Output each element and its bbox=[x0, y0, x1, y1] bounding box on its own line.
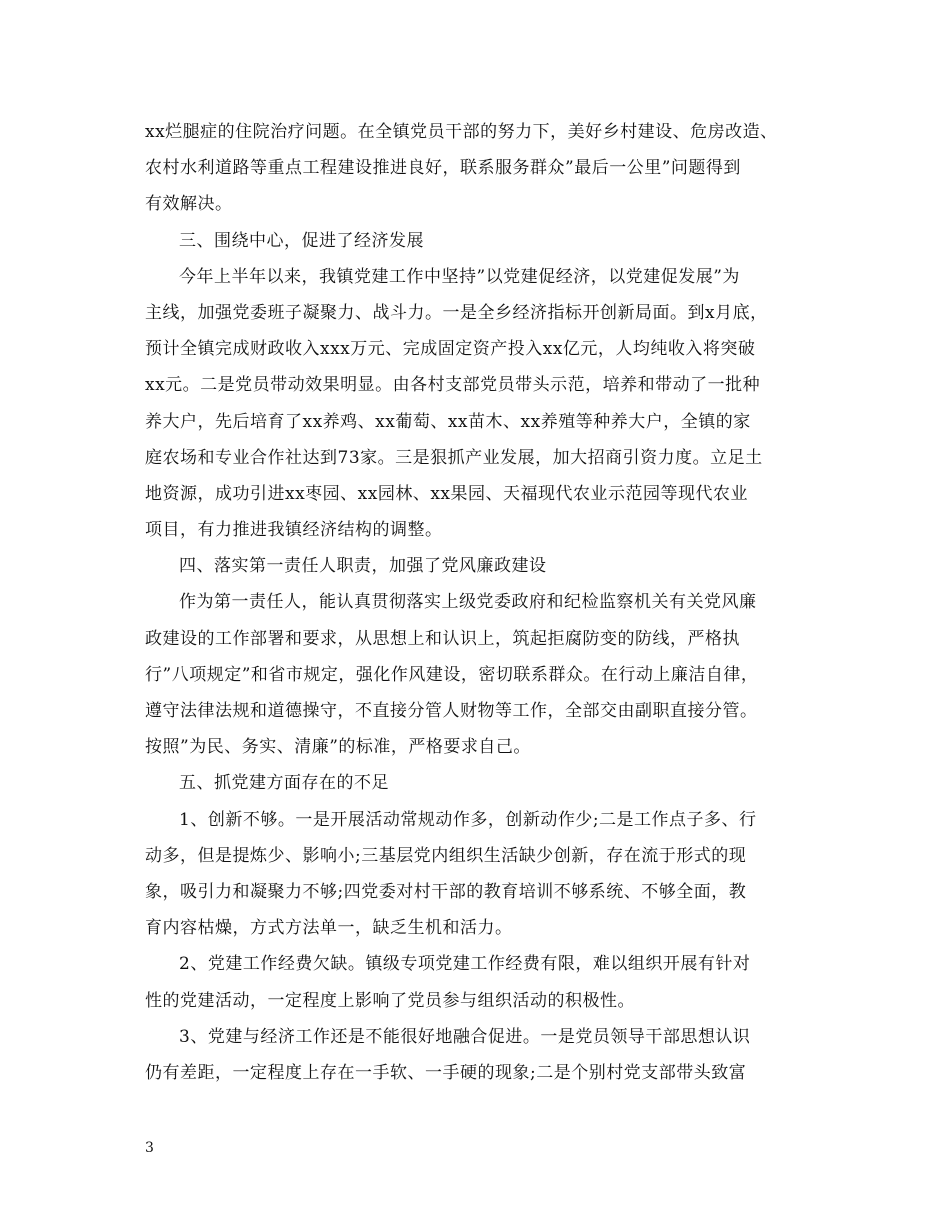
text-line: 2、党建工作经费欠缺。镇级专项党建工作经费有限，难以组织开展有针对 bbox=[179, 954, 751, 975]
text-line: 今年上半年以来，我镇党建工作中坚持”以党建促经济，以党建促发展”为 bbox=[179, 266, 740, 287]
text-line: 地资源，成功引进xx枣园、xx园林、xx果园、天福现代农业示范园等现代农业 bbox=[145, 483, 749, 504]
text-line: 象，吸引力和凝聚力不够;四党委对村干部的教育培训不够系统、不够全面，教 bbox=[145, 881, 747, 902]
text-line: 3、党建与经济工作还是不能很好地融合促进。一是党员领导干部思想认识 bbox=[179, 1026, 751, 1047]
text-line: 仍有差距，一定程度上存在一手软、一手硬的现象;二是个别村党支部带头致富 bbox=[145, 1062, 747, 1083]
text-line: 行”八项规定”和省市规定，强化作风建设，密切联系群众。在行动上廉洁自律， bbox=[145, 664, 759, 685]
text-line: 性的党建活动，一定程度上影响了党员参与组织活动的积极性。 bbox=[145, 990, 635, 1011]
text-line: 有效解决。 bbox=[145, 194, 233, 215]
text-line: 作为第一责任人，能认真贯彻落实上级党委政府和纪检监察机关有关党风廉 bbox=[179, 592, 757, 613]
text-line: xx元。二是党员带动效果明显。由各村支部党员带头示范，培养和带动了一批种 bbox=[145, 375, 761, 396]
text-line: 项目，有力推进我镇经济结构的调整。 bbox=[145, 520, 443, 541]
document-body bbox=[145, 114, 810, 1091]
text-line: 养大户，先后培育了xx养鸡、xx葡萄、xx苗木、xx养殖等种养大户，全镇的家 bbox=[145, 411, 751, 432]
text-line: 1、创新不够。一是开展活动常规动作多，创新动作少;二是工作点子多、行 bbox=[179, 809, 757, 830]
text-line: 主线，加强党委班子凝聚力、战斗力。一是全乡经济指标开创新局面。到x月底， bbox=[145, 302, 768, 323]
text-line: 政建设的工作部署和要求，从思想上和认识上，筑起拒腐防变的防线，严格执 bbox=[145, 628, 740, 649]
page-number: 3 bbox=[145, 1140, 154, 1156]
text-line: 三、围绕中心，促进了经济发展 bbox=[179, 230, 424, 251]
text-line: 庭农场和专业合作社达到73家。三是狠抓产业发展，加大招商引资力度。立足土 bbox=[145, 447, 763, 468]
text-line: 农村水利道路等重点工程建设推进良好，联系服务群众”最后一公里”问题得到 bbox=[145, 158, 741, 179]
text-line: 预计全镇完成财政收入xxx万元、完成固定资产投入xx亿元，人均纯收入将突破 bbox=[145, 339, 756, 360]
text-line: xx烂腿症的住院治疗问题。在全镇党员干部的努力下，美好乡村建设、危房改造、 bbox=[145, 122, 778, 142]
text-line: 四、落实第一责任人职责，加强了党风廉政建设 bbox=[179, 556, 547, 577]
text-line: 遵守法律法规和道德操守，不直接分管人财物等工作，全部交由副职直接分管。 bbox=[145, 701, 758, 721]
text-line: 五、抓党建方面存在的不足 bbox=[179, 773, 389, 794]
text-line: 育内容枯燥，方式方法单一，缺乏生机和活力。 bbox=[145, 918, 513, 939]
text-line: 按照”为民、务实、清廉”的标准，严格要求自己。 bbox=[145, 737, 531, 758]
text-line: 动多，但是提炼少、影响小;三基层党内组织生活缺少创新，存在流于形式的现 bbox=[145, 845, 747, 866]
